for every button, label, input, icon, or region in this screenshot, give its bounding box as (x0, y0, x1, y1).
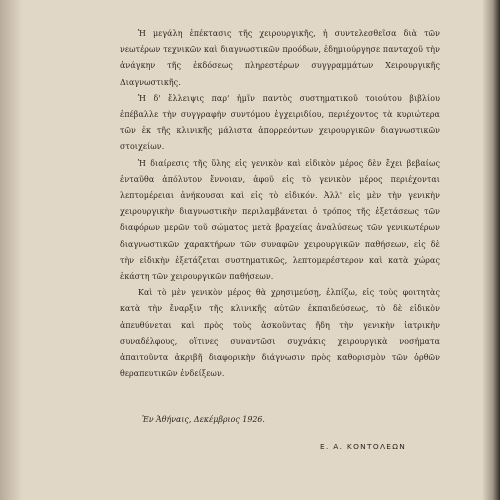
page-edge-shadow (482, 0, 500, 500)
preface-paragraph-3: Ἡ διαίρεσις τῆς ὕλης εἰς γενικὸν καὶ εἰδικὸν μέρος δὲν ἔχει βεβαίως ἐνταῦθα ἀπόλυτον ἔννοιαν, ἀφοῦ εἰς τὸ γενικὸν μέρος περιέχονται λεπτομέρειαι ἀνήκουσαι καὶ εἰς τὸ εἰδικόν. Ἀλλ' εἰς μὲν τὴν γενικὴν χειρουργικὴν διαγνωστικὴν περιλαμβάνεται ὁ τρόπος τῆς ἐξετάσεως τῶν διαφόρων μερῶν τοῦ σώματος μετὰ βραχείας ἀναλύσεως τῶν γενικωτέρων διαγνωστικῶν χαρακτήρων τῶν συναφῶν χειρουργικῶν παθήσεων, εἰς δὲ τὴν εἰδικὴν ἐξετάζεται συστηματικῶς, λεπτομερέστερον καὶ κατὰ χώρας ἑκάστη τῶν χειρουργικῶν παθήσεων. (120, 158, 440, 282)
date-line: Ἐν Ἀθήναις, Δεκέμβριος 1926. (142, 415, 265, 424)
preface-paragraph-1: Ἡ μεγάλη ἐπέκτασις τῆς χειρουργικῆς, ἡ συντελεσθεῖσα διὰ τῶν νεωτέρων τεχνικῶν καὶ διαγνωστικῶν προόδων, ἐδημιούργησε πανταχοῦ τὴν ἀνάγκην τῆς ἐκδόσεως πληρεστέρων συγγραμμάτων Χειρουργικῆς Διαγνωστικῆς. (120, 29, 440, 87)
signature-block (0, 415, 500, 455)
preface-paragraph-2: Ἡ δ' ἔλλειψις παρ' ἡμῖν παντὸς συστηματικοῦ τοιούτου βιβλίου ἐπέβαλλε τὴν συγγραφὴν συντόμου ἐγχειριδίου, περιέχοντος τὰ κυριώτερα τῶν ἐκ τῆς κλινικῆς μάλιστα ἀπορρεόντων χειρουργικῶν διαγνωστικῶν στοιχείων. (120, 93, 440, 152)
preface-text (120, 26, 440, 382)
author-name: Ε. Α. ΚΟΝΤΟΛΕΩΝ (320, 442, 407, 451)
preface-paragraph-4: Καὶ τὸ μὲν γενικὸν μέρος θὰ χρησιμεύσῃ, ἐλπίζω, εἰς τοὺς φοιτητὰς κατὰ τὴν ἔναρξιν τῆς κλινικῆς αὐτῶν ἐκπαιδεύσεως, τὸ δὲ εἰδικὸν ἀπευθύνεται καὶ πρὸς τοὺς ἀσκοῦντας ἤδη τὴν γενικὴν ἰατρικὴν συναδέλφους, οἵτινες συναντῶσι συχνάκις χειρουργικὰ νοσήματα ἀπαιτοῦντα ἀκριβῆ διαφορικὴν διάγνωσιν πρὸς καθορισμὸν τῶν ὀρθῶν θεραπευτικῶν ἐνδείξεων. (120, 288, 440, 379)
